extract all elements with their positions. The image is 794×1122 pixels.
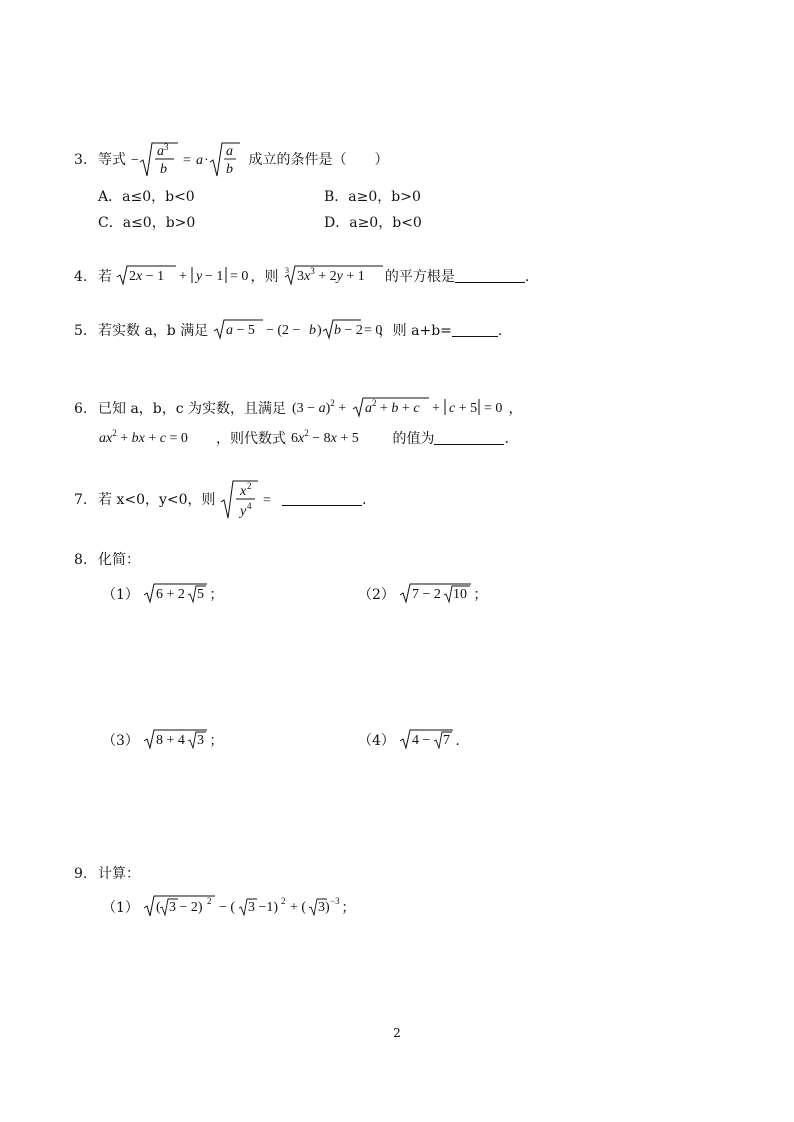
formula-q4-condition	[116, 264, 250, 286]
page-number: 2	[393, 1026, 401, 1040]
question-6-line-2: $ax^2$ + bx + c = 0 ，则代数式 $6x^2 - 8x + 5$ 的值为 .	[99, 428, 509, 447]
svg-text:6x2 − 8x + 5: $6x^2 - 8x + 5$	[291, 428, 360, 446]
svg-text:4: 4	[246, 501, 252, 511]
formula-q6-expression	[290, 426, 392, 448]
svg-text:y: y	[196, 269, 203, 284]
svg-text:− (: − (	[219, 900, 236, 915]
svg-text:+: +	[179, 269, 188, 284]
q8-item-1: （1） 6 + 2 5 ；	[102, 582, 223, 605]
svg-text:7 − 2: 7 − 2	[412, 587, 442, 602]
formula-q8-4	[399, 728, 455, 750]
question-title: 化简：	[98, 552, 140, 568]
formula-q8-2	[399, 582, 473, 604]
svg-text:=: =	[183, 153, 192, 168]
formula-q3	[130, 140, 248, 180]
formula-q8-3	[143, 728, 209, 750]
question-8	[74, 550, 140, 570]
svg-text:3 − 2): 3 − 2)	[169, 900, 203, 915]
svg-text:= 0: = 0	[363, 323, 383, 338]
formula-q9-1	[143, 894, 341, 918]
svg-text:b: b	[160, 162, 168, 177]
svg-text:2x − 1: 2x − 1	[129, 269, 165, 284]
question-number: 7.	[74, 492, 88, 508]
question-text: 等式	[98, 152, 126, 168]
answer-blank[interactable]	[452, 322, 498, 337]
svg-text:+: +	[431, 401, 440, 416]
question-5: 5. 若实数 a，b 满足 a − 5 − (2 − b ) b − 2 = 0 ，则 a+b= .	[74, 318, 502, 341]
svg-text:2: 2	[246, 481, 252, 491]
svg-text:2: 2	[281, 896, 286, 906]
question-number: 6.	[74, 401, 88, 417]
answer-blank[interactable]	[434, 430, 504, 445]
option-c: C．a≤0，b>0	[98, 215, 196, 231]
svg-text:): )	[316, 323, 322, 338]
svg-text:b: b	[226, 162, 234, 177]
question-number: 4.	[74, 269, 88, 285]
question-4: 4. 若 2x − 1 + y − 1 = 0 ，则 3 $3x^3 + 2y + 1$ 的平方根是 .	[74, 266, 530, 285]
question-number: 8.	[74, 552, 88, 568]
formula-q4-expression	[283, 264, 385, 286]
question-number: 9.	[74, 866, 88, 882]
svg-text:−: −	[131, 153, 140, 168]
svg-text:3: 3	[284, 266, 289, 275]
q8-item-4: （4） 4 − 7 .	[358, 728, 460, 751]
svg-text:a: a	[226, 144, 234, 159]
svg-text:a2 + b + c: $a^2 + b + c$	[364, 398, 420, 416]
formula-q6-condition	[291, 396, 509, 418]
svg-text:(: (	[156, 900, 162, 915]
svg-text:8 + 4: 8 + 4	[156, 733, 186, 748]
svg-text:= 0: = 0	[483, 401, 502, 416]
svg-text:3: 3	[197, 733, 205, 748]
q9-item-1: （1） ( 3 − 2) 2 − ( 3 −1) 2 + ( 3) −3 ；	[102, 896, 356, 916]
question-6: 6. 已知 a，b，c 为实数，且满足 $(3 - a)^2$ + $a^2 + b + c$ + c + 5 = 0 ，	[74, 398, 523, 417]
svg-text:b − 2: b − 2	[333, 323, 363, 338]
svg-text:a: a	[196, 153, 204, 168]
question-3	[74, 140, 388, 180]
formula-q7	[220, 478, 282, 522]
svg-text:5: 5	[197, 587, 205, 602]
formula-q6-equation	[98, 426, 216, 448]
answer-blank[interactable]	[455, 268, 525, 283]
answer-blank[interactable]	[282, 491, 362, 506]
svg-text:3 −1): 3 −1)	[248, 900, 279, 915]
svg-text:3: 3	[164, 142, 169, 152]
question-text-suffix: 成立的条件是（ ）	[248, 152, 389, 168]
svg-text:a − 5: a − 5	[225, 323, 255, 338]
svg-text:+ (: + (	[290, 900, 307, 915]
svg-text:4 −: 4 −	[412, 733, 431, 748]
formula-q5	[213, 318, 383, 340]
svg-text:x: x	[239, 484, 247, 499]
svg-text:6 + 2: 6 + 2	[156, 587, 186, 602]
svg-text:ax2 + bx + c = 0: $ax^2$ + bx + c = 0	[99, 428, 188, 446]
svg-text:= 0: = 0	[230, 269, 249, 284]
option-a: A．a≤0，b<0	[98, 189, 195, 205]
svg-text:y: y	[239, 504, 247, 519]
svg-text:− 1: − 1	[205, 269, 224, 284]
svg-text:b: b	[308, 323, 316, 338]
svg-text:=: =	[262, 493, 271, 508]
svg-text:(3 − a)2 +: $(3 - a)^2$ +	[291, 398, 346, 416]
svg-text:−3: −3	[330, 896, 340, 906]
q8-item-2: （2） 7 − 2 10 ；	[358, 582, 487, 605]
svg-text:3x3 + 2y + 1: $3x^3 + 2y + 1$	[296, 266, 365, 284]
question-title: 计算：	[98, 866, 140, 882]
question-number: 3.	[74, 152, 88, 168]
formula-q8-1	[143, 582, 209, 604]
question-9	[74, 864, 140, 884]
svg-text:c + 5: c + 5	[448, 401, 477, 416]
svg-text:a: a	[157, 144, 165, 159]
question-number: 5.	[74, 323, 88, 339]
option-b: B．a≥0，b>0	[324, 189, 421, 205]
svg-text:7: 7	[443, 733, 451, 748]
svg-text:3): 3)	[318, 900, 331, 915]
svg-text:·: ·	[204, 153, 210, 168]
svg-text:10: 10	[453, 587, 468, 602]
q8-item-3: （3） 8 + 4 3 ；	[102, 728, 223, 751]
question-7: 7. 若 x<0，y<0，则 x 2 y 4 = .	[74, 478, 366, 522]
option-d: D．a≥0，b<0	[324, 215, 422, 231]
svg-text:− (2 −: − (2 −	[265, 323, 301, 338]
svg-text:2: 2	[207, 896, 212, 906]
